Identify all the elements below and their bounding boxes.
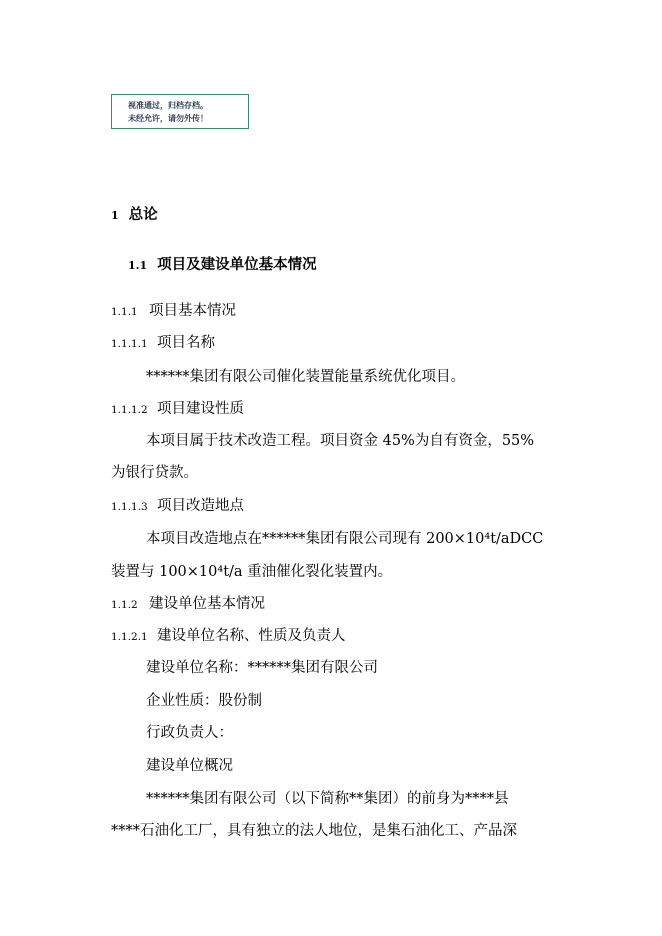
site-paragraph-line-2: 装置与 100×10⁴t/a 重油催化裂化装置内。 xyxy=(111,564,393,580)
heading-1-1-2-number: 1.1.2 xyxy=(111,599,138,611)
heading-1-1 xyxy=(128,253,317,274)
unit-nature-line: 企业性质：股份制 xyxy=(146,693,262,709)
confidential-stamp xyxy=(111,94,249,129)
heading-1-1-2-1-number: 1.1.2.1 xyxy=(111,631,148,643)
heading-1-1-2 xyxy=(111,592,265,613)
heading-1-1-2-1 xyxy=(111,624,346,645)
heading-1-1-1-2-number: 1.1.1.2 xyxy=(111,404,148,416)
stamp-line-2: 未经允许，请勿外传！ xyxy=(128,113,208,123)
overview-paragraph-line-2: ****石油化工厂，具有独立的法人地位，是集石油化工、产品深 xyxy=(111,823,517,839)
heading-1-1-1-1 xyxy=(111,331,215,352)
site-paragraph-line-1: 本项目改造地点在******集团有限公司现有 200×10⁴t/aDCC xyxy=(146,531,544,547)
heading-1-1-2-1-title: 建设单位名称、性质及负责人 xyxy=(157,628,346,644)
heading-1-1-1-2-title: 项目建设性质 xyxy=(157,401,244,417)
heading-1-1-number: 1.1 xyxy=(128,259,148,272)
heading-1-1-1-number: 1.1.1 xyxy=(111,306,138,318)
heading-1-1-1-1-title: 项目名称 xyxy=(157,335,215,351)
nature-paragraph-line-2: 为银行贷款。 xyxy=(111,465,198,481)
unit-name-line: 建设单位名称：******集团有限公司 xyxy=(146,660,378,676)
nature-paragraph-line-1: 本项目属于技术改造工程。项目资金 45%为自有资金，55% xyxy=(146,433,535,449)
project-name-paragraph: ******集团有限公司催化装置能量系统优化项目。 xyxy=(146,369,465,385)
heading-1-1-1-3-title: 项目改造地点 xyxy=(157,498,244,514)
heading-1-1-2-title: 建设单位基本情况 xyxy=(149,596,265,612)
heading-1-1-1 xyxy=(111,299,236,320)
heading-1-1-1-1-number: 1.1.1.1 xyxy=(111,338,148,350)
heading-1-title: 总论 xyxy=(128,206,158,223)
heading-1-number: 1 xyxy=(111,209,119,222)
unit-overview-title: 建设单位概况 xyxy=(146,758,233,774)
heading-1-1-1-3-number: 1.1.1.3 xyxy=(111,501,148,513)
overview-paragraph-line-1: ******集团有限公司（以下简称**集团）的前身为****县 xyxy=(146,791,509,807)
heading-1-1-1-3 xyxy=(111,494,244,515)
unit-head-line: 行政负责人： xyxy=(146,725,233,741)
heading-1-1-title: 项目及建设单位基本情况 xyxy=(157,256,317,273)
heading-1-1-1-2 xyxy=(111,397,244,418)
heading-1-1-1-title: 项目基本情况 xyxy=(149,303,236,319)
stamp-line-1: 视准通过，归档存档。 xyxy=(128,100,208,110)
heading-1 xyxy=(111,203,158,224)
